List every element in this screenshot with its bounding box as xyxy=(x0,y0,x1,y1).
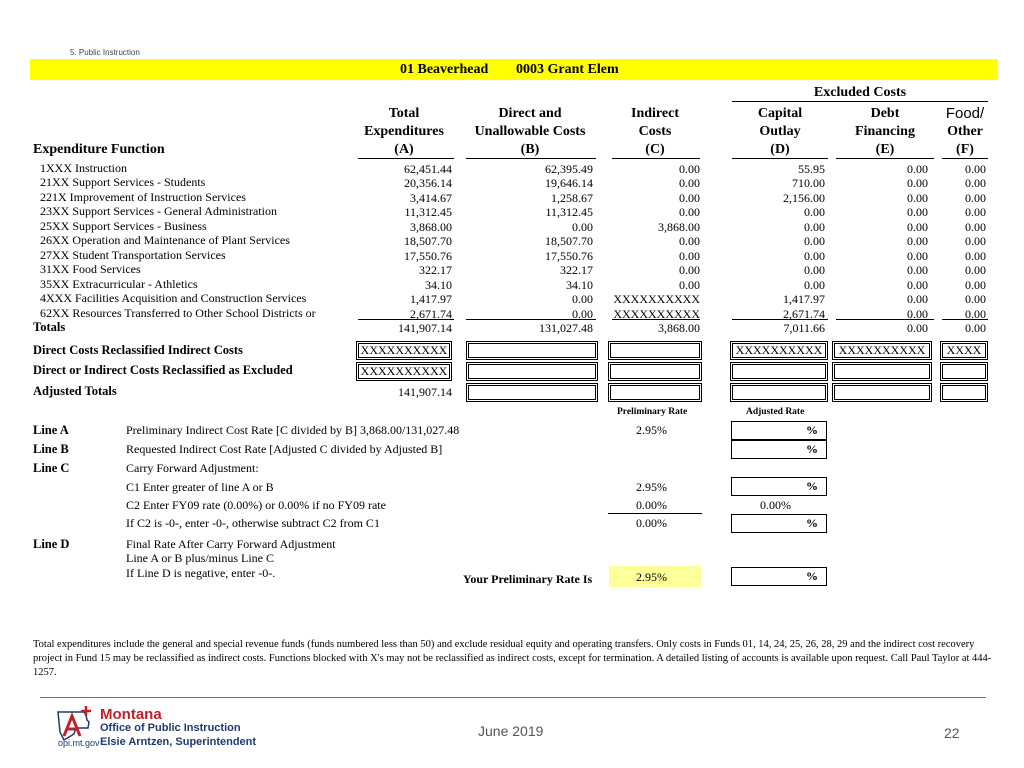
col-rule-e xyxy=(836,158,934,159)
adjusted-totals-c[interactable] xyxy=(608,383,702,402)
row-value-e: 0.00 xyxy=(907,234,928,248)
excluded-costs-rule xyxy=(732,101,988,102)
direct-reclass-b[interactable] xyxy=(466,341,598,360)
totals-rule-e xyxy=(836,319,934,320)
row-value-e: 0.00 xyxy=(907,263,928,277)
totals-rule-f xyxy=(942,319,988,320)
row-label: 221X Improvement of Instruction Services xyxy=(40,190,246,204)
row-value-b: 34.10 xyxy=(566,278,593,292)
row-value-b: 18,507.70 xyxy=(545,234,593,248)
row-value-d: 0.00 xyxy=(804,249,825,263)
row-value-d: 0.00 xyxy=(804,234,825,248)
line-a-prelim: 2.95% xyxy=(636,423,667,437)
col-header-indirect: Indirect Costs (C) xyxy=(631,106,679,157)
row-value-a: 20,356.14 xyxy=(404,176,452,190)
line-a-label: Line A xyxy=(33,423,69,437)
totals-rule-a xyxy=(358,319,454,320)
row-label: 4XXX Facilities Acquisition and Construction Services xyxy=(40,291,307,305)
row-value-c: 0.00 xyxy=(679,278,700,292)
excluded-costs-heading: Excluded Costs xyxy=(813,85,907,100)
col-rule-d xyxy=(732,158,828,159)
row-value-b: 19,646.14 xyxy=(545,176,593,190)
line-c3-prelim: 0.00% xyxy=(636,516,667,530)
row-value-b: 322.17 xyxy=(560,263,593,277)
totals-rule-d xyxy=(732,319,828,320)
footer-date: June 2019 xyxy=(478,723,544,739)
row-value-c: XXXXXXXXXX xyxy=(613,292,700,306)
excluded-reclass-a: XXXXXXXXXX xyxy=(356,362,452,381)
row-label: 31XX Food Services xyxy=(40,262,141,276)
row-value-e: 0.00 xyxy=(907,191,928,205)
row-value-a: 3,414.67 xyxy=(410,191,452,205)
row-value-b: 0.00 xyxy=(572,220,593,234)
row-label: 23XX Support Services - General Administration xyxy=(40,204,277,218)
logo-superintendent: Elsie Arntzen, Superintendent xyxy=(100,736,257,748)
excluded-reclass-e[interactable] xyxy=(832,362,932,381)
col-header-total: Total Expenditures (A) xyxy=(364,106,444,157)
school-name: 0003 Grant Elem xyxy=(516,62,619,77)
your-rate-label: Your Preliminary Rate Is xyxy=(463,572,593,586)
col-header-capital: Capital Outlay (D) xyxy=(757,106,803,157)
line-a-adjusted-input[interactable]: % xyxy=(731,421,827,440)
adjusted-totals-d[interactable] xyxy=(730,383,828,402)
expenditure-function-heading: Expenditure Function xyxy=(33,142,165,157)
adjusted-totals-b[interactable] xyxy=(466,383,598,402)
row-value-f: 0.00 xyxy=(965,162,986,176)
row-value-f: 0.00 xyxy=(965,263,986,277)
row-value-a: 34.10 xyxy=(425,278,452,292)
row-value-d: 55.95 xyxy=(798,162,825,176)
row-value-a: 11,312.45 xyxy=(404,205,452,219)
row-label: 25XX Support Services - Business xyxy=(40,219,207,233)
row-value-e: 0.00 xyxy=(907,220,928,234)
row-value-c: 0.00 xyxy=(679,162,700,176)
row-label: 62XX Resources Transferred to Other School Districts or xyxy=(40,306,316,320)
adjusted-totals-f[interactable] xyxy=(940,383,988,402)
row-value-e: 0.00 xyxy=(907,292,928,306)
row-value-c: XXXXXXXXXX xyxy=(613,307,700,321)
row-label: 26XX Operation and Maintenance of Plant Services xyxy=(40,233,290,247)
excluded-reclass-c[interactable] xyxy=(608,362,702,381)
logo-url: opi.mt.gov xyxy=(58,738,100,748)
adjusted-totals-e[interactable] xyxy=(832,383,932,402)
row-value-f: 0.00 xyxy=(965,220,986,234)
row-value-f: 0.00 xyxy=(965,292,986,306)
row-value-a: 322.17 xyxy=(419,263,452,277)
line-c1-text: C1 Enter greater of line A or B xyxy=(126,480,274,494)
totals-c: 3,868.00 xyxy=(658,321,700,335)
row-value-f: 0.00 xyxy=(965,176,986,190)
row-value-a: 17,550.76 xyxy=(404,249,452,263)
excluded-reclass-label: Direct or Indirect Costs Reclassified as Excluded xyxy=(33,363,293,377)
row-value-f: 0.00 xyxy=(965,278,986,292)
direct-reclass-a: XXXXXXXXXX xyxy=(356,341,452,360)
line-d-text-2: Line A or B plus/minus Line C xyxy=(126,551,275,565)
col-rule-b xyxy=(466,158,596,159)
row-value-b: 17,550.76 xyxy=(545,249,593,263)
row-value-e: 0.00 xyxy=(907,278,928,292)
row-value-e: 0.00 xyxy=(907,205,928,219)
row-label: 1XXX Instruction xyxy=(40,161,127,175)
your-rate-value: 2.95% xyxy=(636,570,667,584)
row-value-a: 2,671.74 xyxy=(410,307,452,321)
totals-e: 0.00 xyxy=(907,321,928,335)
totals-f: 0.00 xyxy=(965,321,986,335)
row-value-b: 0.00 xyxy=(572,292,593,306)
footnote: Total expenditures include the general and special revenue funds (funds numbered less than 50) and exclude residual equity and operating transfers. Only costs in Funds 01, 14, 24, 25, 26, 28, 29 and the indirect cost recovery project in Fund 15 may be reclassified as indirect costs. Functions blocked with X's may not be reclassified as indirect costs, except for termination. A detailed listing of accounts is available upon request. Call Paul Taylor at 444-1257. xyxy=(33,639,992,678)
direct-reclass-e: XXXXXXXXXX xyxy=(832,341,932,360)
line-d-adjusted-input[interactable]: % xyxy=(731,567,827,586)
line-b-adjusted-input[interactable]: % xyxy=(731,440,827,459)
line-c3-text: If C2 is -0-, enter -0-, otherwise subtract C2 from C1 xyxy=(126,516,380,530)
line-d-label: Line D xyxy=(33,537,70,551)
col-rule-f xyxy=(942,158,988,159)
row-label: 21XX Support Services - Students xyxy=(40,175,206,189)
row-value-d: 0.00 xyxy=(804,263,825,277)
header-banner xyxy=(30,59,998,80)
row-value-a: 3,868.00 xyxy=(410,220,452,234)
row-value-c: 0.00 xyxy=(679,191,700,205)
row-value-f: 0.00 xyxy=(965,234,986,248)
line-c3-prelim-rule xyxy=(608,513,702,514)
row-value-e: 0.00 xyxy=(907,162,928,176)
row-value-c: 0.00 xyxy=(679,205,700,219)
row-value-e: 0.00 xyxy=(907,176,928,190)
totals-d: 7,011.66 xyxy=(783,321,825,335)
col-rule-a xyxy=(358,158,454,159)
line-c-label: Line C xyxy=(33,461,70,475)
line-d-text-1: Final Rate After Carry Forward Adjustment xyxy=(126,537,336,551)
opi-logo xyxy=(56,700,256,752)
line-c-text: Carry Forward Adjustment: xyxy=(126,461,259,475)
row-label: 35XX Extracurricular - Athletics xyxy=(40,277,198,291)
row-value-f: 0.00 xyxy=(965,205,986,219)
row-value-b: 0.00 xyxy=(572,307,593,321)
line-c1-adjusted-input[interactable]: % xyxy=(731,477,827,496)
row-value-d: 1,417.97 xyxy=(783,292,825,306)
row-value-c: 0.00 xyxy=(679,263,700,277)
row-value-e: 0.00 xyxy=(907,307,928,321)
row-value-e: 0.00 xyxy=(907,249,928,263)
adjusted-totals-a: 141,907.14 xyxy=(398,385,452,399)
line-c2-adjusted: 0.00% xyxy=(760,498,791,512)
line-c1-prelim: 2.95% xyxy=(636,480,667,494)
col-header-debt: Debt Financing (E) xyxy=(855,106,915,157)
row-value-d: 2,156.00 xyxy=(783,191,825,205)
logo-office: Office of Public Instruction xyxy=(100,722,241,734)
page-number: 22 xyxy=(944,725,960,741)
direct-reclass-c[interactable] xyxy=(608,341,702,360)
totals-label: Totals xyxy=(33,320,66,334)
row-value-c: 3,868.00 xyxy=(658,220,700,234)
excluded-reclass-b[interactable] xyxy=(466,362,598,381)
row-value-c: 0.00 xyxy=(679,176,700,190)
row-value-a: 62,451.44 xyxy=(404,162,452,176)
row-value-a: 1,417.97 xyxy=(410,292,452,306)
totals-rule-c xyxy=(612,319,700,320)
direct-reclass-d: XXXXXXXXXX xyxy=(730,341,828,360)
col-header-direct: Direct and Unallowable Costs (B) xyxy=(474,106,586,157)
line-d-text-3: If Line D is negative, enter -0-. xyxy=(126,566,276,580)
row-value-d: 0.00 xyxy=(804,220,825,234)
line-c2-prelim: 0.00% xyxy=(636,498,667,512)
adjusted-totals-label: Adjusted Totals xyxy=(33,384,117,398)
col-rule-c xyxy=(612,158,700,159)
col-header-food: Food/ Other (F) xyxy=(945,105,985,157)
row-value-d: 2,671.74 xyxy=(783,307,825,321)
line-c2-text: C2 Enter FY09 rate (0.00%) or 0.00% if no FY09 rate xyxy=(126,498,386,512)
row-value-f: 0.00 xyxy=(965,249,986,263)
row-value-d: 0.00 xyxy=(804,278,825,292)
row-value-c: 0.00 xyxy=(679,249,700,263)
row-value-b: 62,395.49 xyxy=(545,162,593,176)
row-value-b: 1,258.67 xyxy=(551,191,593,205)
totals-b: 131,027.48 xyxy=(539,321,593,335)
row-value-d: 710.00 xyxy=(792,176,825,190)
totals-a: 141,907.14 xyxy=(398,321,452,335)
row-value-c: 0.00 xyxy=(679,234,700,248)
adjusted-rate-heading: Adjusted Rate xyxy=(746,407,805,417)
district-name: 01 Beaverhead xyxy=(400,62,489,77)
row-value-b: 11,312.45 xyxy=(545,205,593,219)
row-value-a: 18,507.70 xyxy=(404,234,452,248)
direct-reclass-f: XXXX xyxy=(940,341,988,360)
preliminary-rate-heading: Preliminary Rate xyxy=(617,407,688,417)
direct-reclass-label: Direct Costs Reclassified Indirect Costs xyxy=(33,343,243,357)
row-value-d: 0.00 xyxy=(804,205,825,219)
line-a-text: Preliminary Indirect Cost Rate [C divided by B] 3,868.00/131,027.48 xyxy=(126,423,460,437)
row-label: 27XX Student Transportation Services xyxy=(40,248,226,262)
totals-rule-b xyxy=(466,319,596,320)
line-c3-adjusted-input[interactable]: % xyxy=(731,514,827,533)
excluded-reclass-f[interactable] xyxy=(940,362,988,381)
logo-org: Montana xyxy=(100,706,162,723)
cropped-top-text: 5. Public Instruction xyxy=(70,49,140,55)
excluded-reclass-d[interactable] xyxy=(730,362,828,381)
line-b-label: Line B xyxy=(33,442,69,456)
row-value-f: 0.00 xyxy=(965,191,986,205)
row-value-f: 0.00 xyxy=(965,307,986,321)
line-b-text: Requested Indirect Cost Rate [Adjusted C divided by Adjusted B] xyxy=(126,442,443,456)
footer-divider xyxy=(40,697,986,698)
